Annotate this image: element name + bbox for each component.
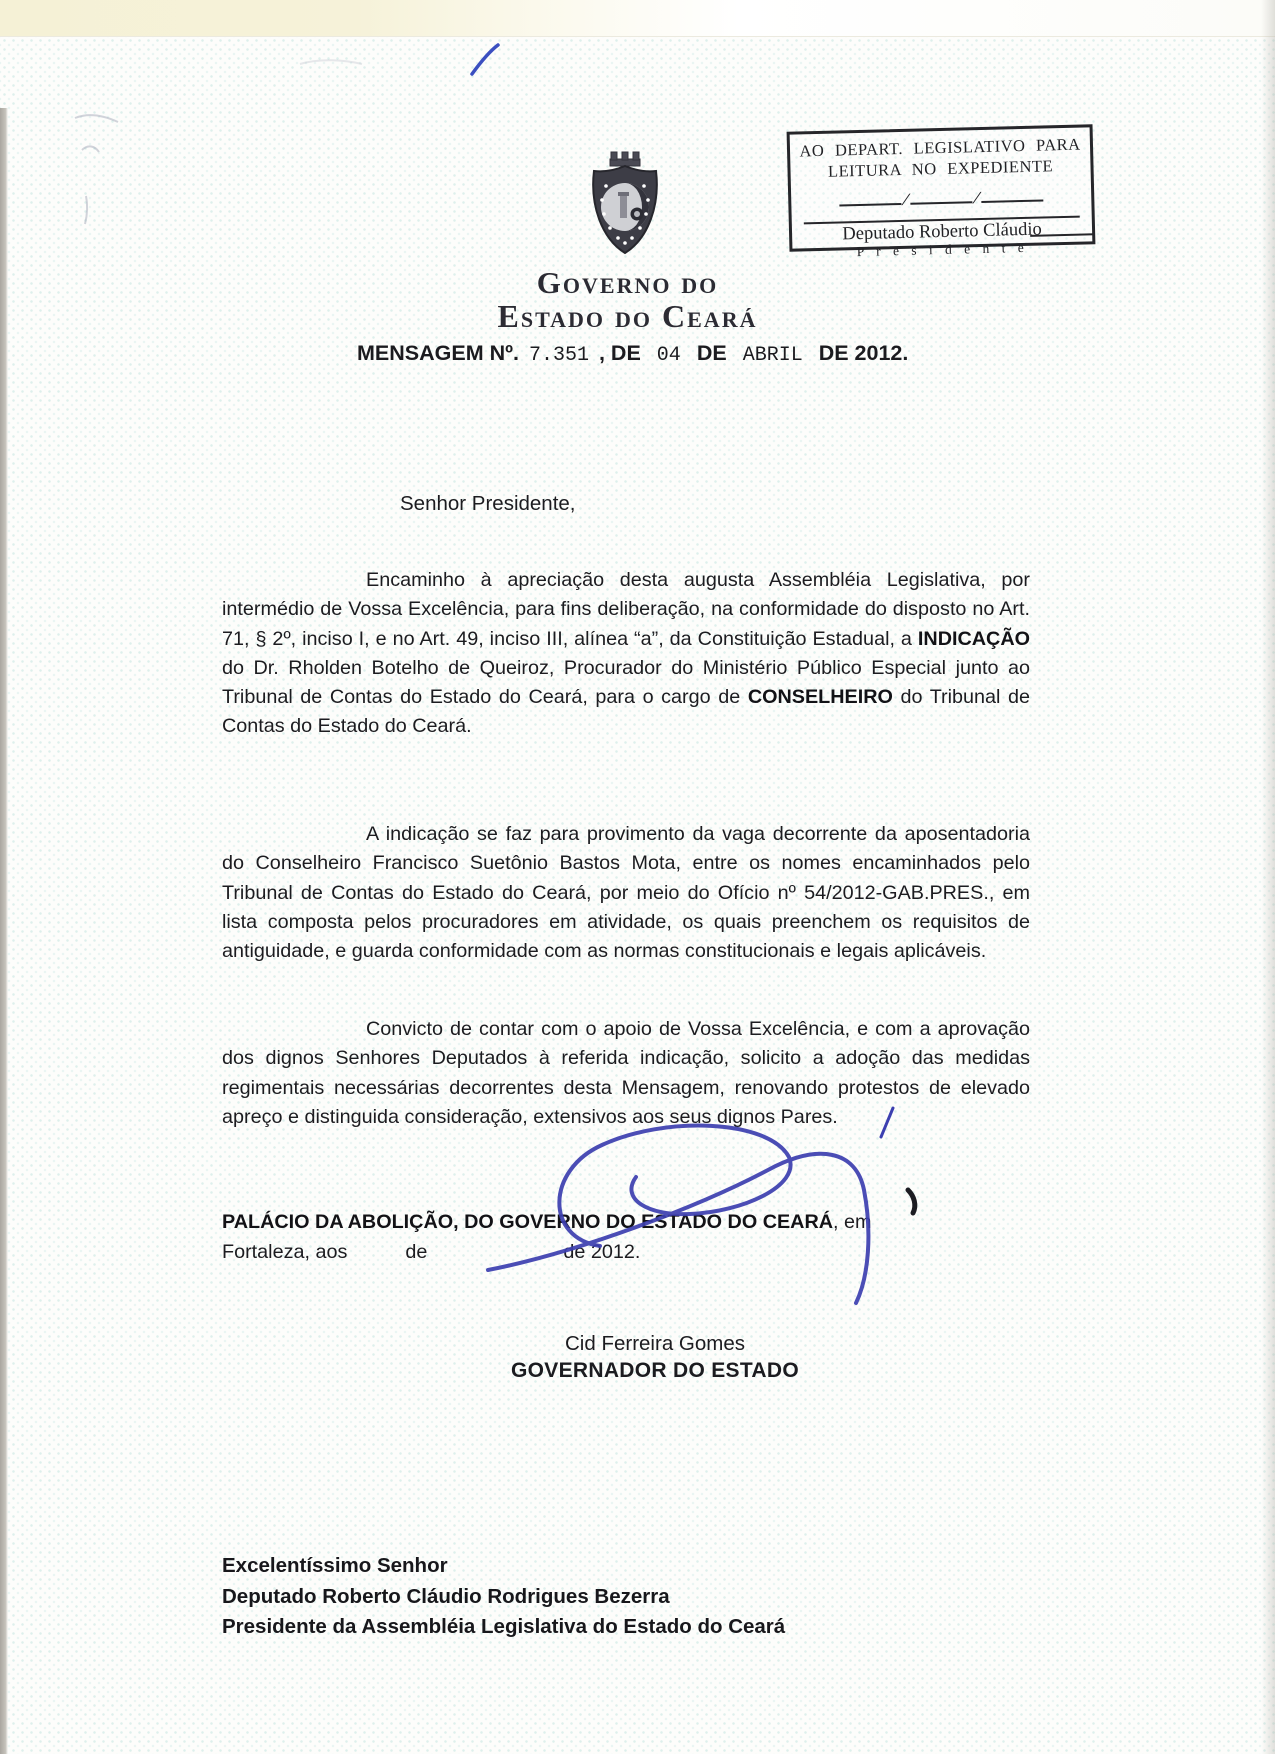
message-number: 7.351: [528, 344, 589, 367]
message-month: ABRIL: [742, 344, 803, 367]
legislative-dept-stamp: [787, 124, 1096, 260]
message-number-line: [357, 341, 908, 367]
message-label: MENSAGEM Nº.: [357, 341, 519, 365]
closing-place-date: [222, 1208, 1034, 1267]
stamp-date-fields: [791, 184, 1091, 212]
salutation: Senhor Presidente,: [400, 492, 576, 515]
addressee-block: [222, 1551, 785, 1643]
closing-de1: de: [405, 1240, 428, 1263]
stamp-date-slash-1: /: [901, 189, 911, 209]
body-paragraph-2: A indicação se faz para provimento da vaga decorrente da aposentadoria do Conselheiro Francisco Suetônio Bastos Mota, entre os nomes encaminhados pelo Tribunal de Contas do Estado do Ceará, por meio do Ofício nº 54/2012-GAB.PRES., em lista composta pelos procuradores em atividade, os quais preenchem os requisitos de antiguidade, e guarda conformidade com as normas constitucionais e legais aplicáveis.: [222, 823, 1030, 963]
addressee-line3: Presidente da Assembléia Legislativa do Estado do Ceará: [222, 1615, 786, 1638]
stamp-deputy-title: P r e s i d e n t e: [856, 239, 1029, 260]
addressee-line1: Excelentíssimo Senhor: [222, 1554, 448, 1577]
stamp-date-slash-2: /: [972, 188, 981, 208]
stamp-line2: LEITURA NO EXPEDIENTE: [827, 156, 1054, 181]
stamp-deputy-name: Deputado Roberto Cláudio: [842, 219, 1042, 245]
government-header: [440, 266, 815, 334]
scan-left-edge: [0, 108, 8, 1754]
government-header-line1: Governo do: [536, 265, 719, 300]
government-header-line2: Estado do Ceará: [497, 298, 758, 334]
closing-palace: PALÁCIO DA ABOLIÇÃO, DO GOVERNO DO ESTADO DO CEARÁ: [222, 1211, 834, 1233]
governor-name: Cid Ferreira Gomes: [565, 1332, 745, 1355]
closing-fortaleza: Fortaleza, aos: [222, 1240, 348, 1263]
pencil-marks: [75, 60, 362, 224]
body-paragraph-1: Encaminho à apreciação desta augusta Assembléia Legislativa, por intermédio de Vossa Excelência, para fins deliberação, na conformidade do disposto no Art. 71, § 2º, inciso I, e no Art. 49, inciso III, alínea “a”, da Constituição Estadual, a INDICAÇÃO do Dr. Rholden Botelho de Queiroz, Procurador do Ministério Público Especial junto ao Tribunal de Contas do Estado do Ceará, para o cargo de CONSELHEIRO do Tribunal de Contas do Estado do Ceará.: [222, 569, 1031, 738]
body-paragraph-3: Convicto de contar com o apoio de Vossa Excelência, e com a aprovação dos dignos Senhores Deputados à referida indicação, solicito a adoção das medidas regimentais necessárias decorrentes desta Mensagem, renovando protestos de elevado apreço e distinguida consideração, extensivos aos seus dignos Pares.: [222, 1018, 1030, 1128]
message-comma-de: , DE: [598, 341, 641, 365]
stamp-date-blank-2: [910, 187, 972, 205]
ceara-coat-of-arms-icon: [576, 150, 674, 270]
pen-slash-mark: [472, 45, 498, 74]
closing-em: , em: [833, 1211, 872, 1233]
stamp-date-blank-1: [839, 189, 901, 207]
message-de2: DE: [696, 341, 727, 365]
stamp-line1: AO DEPART. LEGISLATIVO PARA: [799, 134, 1081, 161]
closing-date-line: [222, 1238, 1034, 1268]
scan-right-shade: [1261, 0, 1275, 1754]
message-de3: DE 2012.: [818, 341, 909, 365]
message-day: 04: [656, 344, 681, 367]
scan-top-band: [0, 0, 1275, 37]
signature-block: [450, 1331, 860, 1385]
stamp-date-blank-3: [981, 186, 1043, 204]
governor-title: GOVERNADOR DO ESTADO: [511, 1359, 799, 1382]
closing-de-2012: de 2012.: [563, 1240, 641, 1263]
addressee-line2: Deputado Roberto Cláudio Rodrigues Bezerra: [222, 1584, 670, 1608]
